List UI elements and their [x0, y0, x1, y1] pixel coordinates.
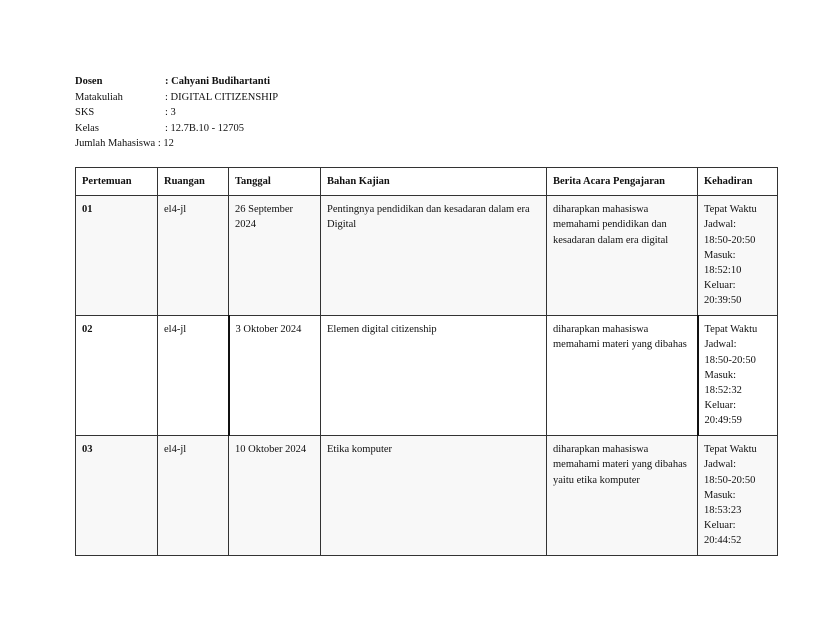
- cell-ruangan: el4-jl: [158, 316, 229, 436]
- kehadiran-jadwal: 18:50-20:50: [704, 354, 756, 366]
- kehadiran-jadwal-label: Jadwal:: [704, 339, 737, 351]
- cell-bahan-kajian: Elemen digital citizenship: [321, 316, 547, 436]
- header-ruangan: Ruangan: [158, 168, 229, 196]
- kehadiran-status: Tepat Waktu: [704, 324, 758, 336]
- cell-ruangan: el4-jl: [158, 436, 229, 556]
- cell-pertemuan: 01: [76, 196, 158, 316]
- kehadiran-keluar: 20:44:52: [704, 535, 742, 547]
- cell-kehadiran: [698, 436, 778, 556]
- cell-berita-acara: diharapkan mahasiswa memahami pendidikan dan kesadaran dalam era digital: [547, 196, 698, 316]
- kehadiran-jadwal-label: Jadwal:: [704, 459, 737, 471]
- kehadiran-masuk-label: Masuk:: [704, 489, 736, 501]
- header-pertemuan: Pertemuan: [76, 168, 158, 196]
- table-header-row: [76, 168, 778, 196]
- kehadiran-masuk: 18:53:23: [704, 505, 742, 517]
- header-tanggal: Tanggal: [229, 168, 321, 196]
- kehadiran-status: Tepat Waktu: [704, 444, 757, 456]
- kehadiran-jadwal: 18:50-20:50: [704, 234, 756, 246]
- matakuliah-label: Matakuliah: [75, 91, 123, 103]
- table-row: [76, 196, 778, 316]
- matakuliah-value: : DIGITAL CITIZENSHIP: [165, 91, 279, 103]
- table-row: [76, 316, 778, 436]
- info-row-dosen: [75, 74, 775, 90]
- dosen-value: : Cahyani Budihartanti: [165, 76, 271, 87]
- cell-berita-acara: diharapkan mahasiswa memahami materi yang dibahas: [547, 316, 698, 436]
- cell-berita-acara: diharapkan mahasiswa memahami materi yang dibahas yaitu etika komputer: [547, 436, 698, 556]
- table-row: [76, 436, 778, 556]
- cell-tanggal: 3 Oktober 2024: [229, 316, 321, 436]
- dosen-label: Dosen: [75, 76, 103, 87]
- kelas-value: : 12.7B.10 - 12705: [165, 122, 245, 134]
- kehadiran-keluar-label: Keluar:: [704, 400, 736, 412]
- info-row-matakuliah: [75, 90, 775, 106]
- cell-bahan-kajian: Pentingnya pendidikan dan kesadaran dalam era Digital: [321, 196, 547, 316]
- kehadiran-keluar: 20:49:59: [704, 415, 742, 427]
- cell-tanggal: 10 Oktober 2024: [229, 436, 321, 556]
- jumlah-label: Jumlah Mahasiswa: [75, 138, 156, 149]
- kehadiran-masuk: 18:52:32: [704, 385, 742, 397]
- info-row-kelas: [75, 121, 775, 137]
- jumlah-value: : 12: [157, 138, 174, 149]
- kelas-label: Kelas: [75, 122, 99, 134]
- kehadiran-masuk-label: Masuk:: [704, 249, 736, 261]
- teaching-report-table: [75, 167, 778, 556]
- cell-pertemuan: 03: [76, 436, 158, 556]
- kehadiran-jadwal: 18:50-20:50: [704, 474, 756, 486]
- kehadiran-keluar-label: Keluar:: [704, 280, 736, 292]
- kehadiran-jadwal-label: Jadwal:: [704, 219, 737, 231]
- kehadiran-keluar: 20:39:50: [704, 295, 742, 307]
- cell-bahan-kajian: Etika komputer: [321, 436, 547, 556]
- course-info: [75, 74, 775, 152]
- header-bahan-kajian: Bahan Kajian: [321, 168, 547, 196]
- kehadiran-status: Tepat Waktu: [704, 204, 757, 216]
- kehadiran-masuk: 18:52:10: [704, 265, 742, 277]
- cell-tanggal: 26 September 2024: [229, 196, 321, 316]
- cell-pertemuan: 02: [76, 316, 158, 436]
- info-row-jumlah: [75, 136, 775, 152]
- sks-label: SKS: [75, 107, 95, 118]
- kehadiran-keluar-label: Keluar:: [704, 520, 736, 532]
- cell-kehadiran: [698, 316, 778, 436]
- header-kehadiran: Kehadiran: [698, 168, 778, 196]
- info-row-sks: [75, 105, 775, 121]
- sks-value: : 3: [165, 107, 176, 118]
- cell-kehadiran: [698, 196, 778, 316]
- cell-ruangan: el4-jl: [158, 196, 229, 316]
- header-berita-acara: Berita Acara Pengajaran: [547, 168, 698, 196]
- kehadiran-masuk-label: Masuk:: [704, 369, 736, 381]
